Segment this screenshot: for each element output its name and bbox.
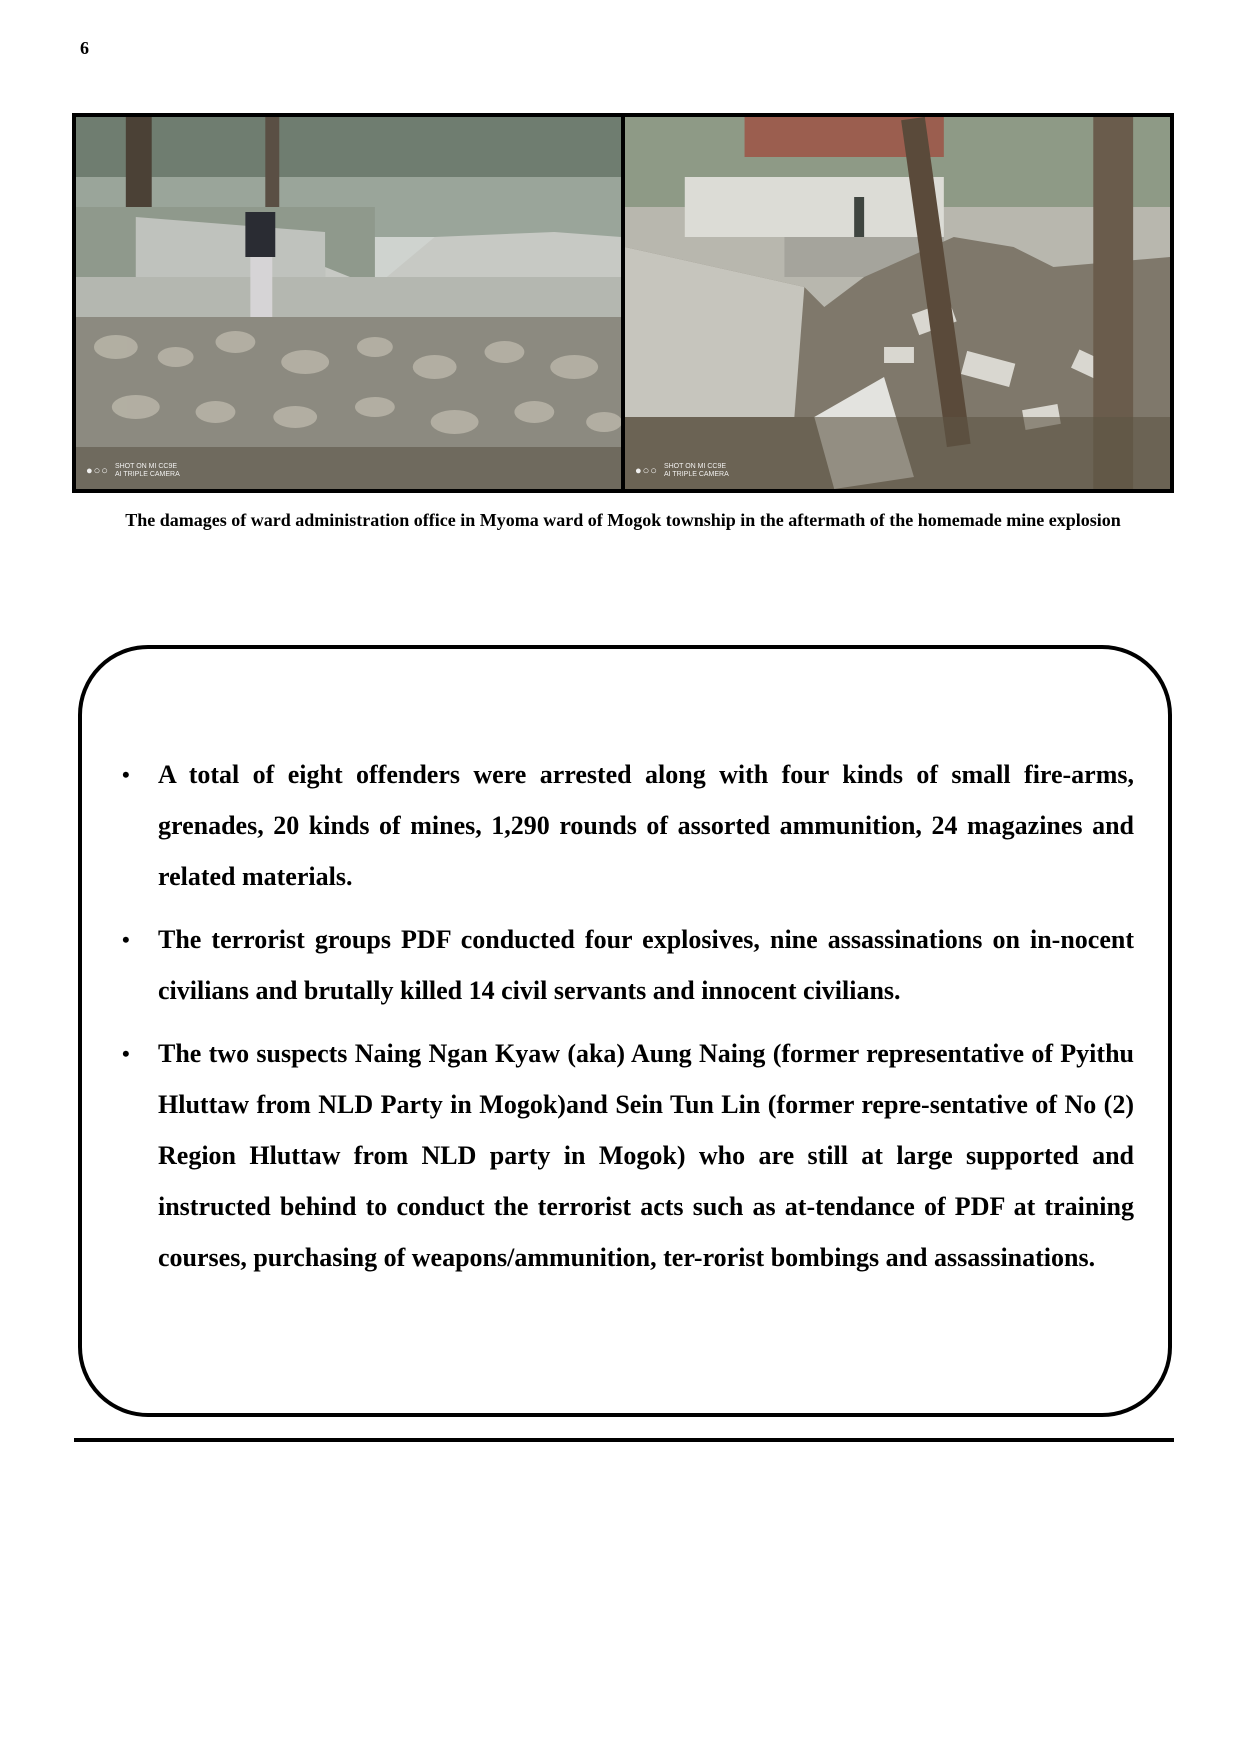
list-item (114, 1028, 1134, 1283)
camera-watermark (86, 463, 180, 479)
bullet-icon: • (122, 1041, 130, 1066)
camera-watermark (635, 463, 729, 479)
summary-list (114, 749, 1134, 1295)
bullet-icon: • (122, 927, 130, 952)
list-item-text: A total of eight offenders were arrested along with four kinds of small fire-arms, grenades, 20 kinds of mines, 1,290 rounds of assorted ammunition, 24 magazines and related materials. (158, 760, 1134, 891)
list-item-text: The two suspects Naing Ngan Kyaw (aka) Aung Naing (former representative of Pyithu Hluttaw from NLD Party in Mogok)and Sein Tun Lin (former repre-sentative of No (2) Region Hluttaw from NLD party in Mogok) who are still at large supported and instructed behind to conduct the terrorist acts such as at-tendance of PDF at training courses, purchasing of weapons/ammunition, ter-rorist bombings and assassinations. (158, 1039, 1134, 1272)
watermark-line1: SHOT ON MI CC9E (114, 463, 178, 470)
photo-damaged-wall-left (76, 117, 621, 489)
bullet-icon: • (122, 762, 130, 787)
watermark-line1: SHOT ON MI CC9E (663, 463, 727, 470)
list-item-text: The terrorist groups PDF conducted four explosives, nine assassinations on in-nocent civilians and brutally killed 14 civil servants and innocent civilians. (158, 925, 1134, 1005)
list-item (114, 914, 1134, 1016)
camera-dots-icon: ●○○ (635, 465, 658, 477)
horizontal-rule (74, 1438, 1174, 1442)
list-item (114, 749, 1134, 902)
watermark-line2: AI TRIPLE CAMERA (663, 471, 729, 478)
photo-damaged-wall-right (625, 117, 1170, 489)
photo-panel (72, 113, 1174, 493)
summary-box (78, 645, 1172, 1417)
photo-caption: The damages of ward administration office in Myoma ward of Mogok township in the aftermath of the homemade mine explosion (125, 510, 1121, 530)
page-number: 6 (80, 38, 89, 58)
watermark-line2: AI TRIPLE CAMERA (114, 471, 180, 478)
camera-dots-icon: ●○○ (86, 465, 109, 477)
